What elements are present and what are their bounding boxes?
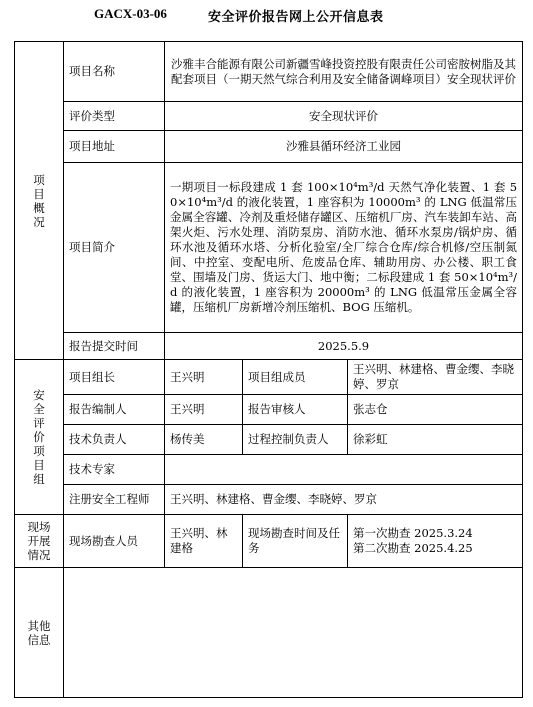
value-report-reviewer: 张志仓 [348, 395, 523, 425]
label-technical-lead: 技术负责人 [64, 425, 165, 455]
value-process-control-lead: 徐彩虹 [348, 425, 523, 455]
value-other-info [64, 568, 523, 698]
label-report-reviewer: 报告审核人 [243, 395, 348, 425]
row-report-author [15, 395, 523, 425]
value-site-surveyors: 王兴明、林建格 [165, 515, 243, 568]
label-team-members: 项目组成员 [243, 360, 348, 395]
section-project-overview [15, 42, 64, 360]
row-project-name [15, 42, 523, 102]
value-technical-lead: 杨传美 [165, 425, 243, 455]
section-site-survey [15, 515, 64, 568]
label-project-address: 项目地址 [64, 131, 165, 163]
info-table [14, 41, 523, 698]
value-technical-expert [165, 455, 523, 485]
row-technical-expert [15, 455, 523, 485]
survey-second: 第二次勘查 2025.4.25 [353, 541, 473, 555]
label-report-author: 报告编制人 [64, 395, 165, 425]
value-team-leader: 王兴明 [165, 360, 243, 395]
section-label: 现场开展情况 [27, 520, 51, 562]
row-site-survey [15, 515, 523, 568]
row-registered-engineer [15, 485, 523, 515]
label-project-intro: 项目简介 [64, 163, 165, 333]
section-label: 安全评价项目组 [33, 388, 45, 486]
label-submit-date: 报告提交时间 [64, 333, 165, 360]
row-technical-lead [15, 425, 523, 455]
label-team-leader: 项目组长 [64, 360, 165, 395]
section-label: 其他信息 [27, 618, 51, 647]
section-evaluation-team [15, 360, 64, 515]
label-process-control-lead: 过程控制负责人 [243, 425, 348, 455]
document-header [0, 6, 533, 26]
row-evaluation-type [15, 102, 523, 131]
value-survey-time [348, 515, 523, 568]
label-project-name: 项目名称 [64, 42, 165, 102]
document-code: GACX-03-06 [94, 6, 167, 21]
label-survey-time: 现场勘查时间及任务 [243, 515, 348, 568]
label-technical-expert: 技术专家 [64, 455, 165, 485]
row-project-intro [15, 163, 523, 333]
survey-first: 第一次勘查 2025.3.24 [353, 526, 473, 540]
value-report-author: 王兴明 [165, 395, 243, 425]
label-site-surveyors: 现场勘查人员 [64, 515, 165, 568]
label-evaluation-type: 评价类型 [64, 102, 165, 131]
section-label: 项目概况 [33, 172, 45, 229]
document-title: 安全评价报告网上公开信息表 [208, 10, 384, 25]
row-submit-date [15, 333, 523, 360]
row-team-leader [15, 360, 523, 395]
value-project-name: 沙雅丰合能源有限公司新疆雪峰投资控股有限责任公司密胺树脂及其配套项目（一期天然气综合利用及安全储备调峰项目）安全现状评价 [165, 42, 523, 102]
value-submit-date: 2025.5.9 [165, 333, 523, 360]
value-evaluation-type: 安全现状评价 [165, 102, 523, 131]
row-other-info [15, 568, 523, 698]
row-project-address [15, 131, 523, 163]
value-team-members: 王兴明、林建格、曹金缨、李晓婷、罗京 [348, 360, 523, 395]
value-registered-engineer: 王兴明、林建格、曹金缨、李晓婷、罗京 [165, 485, 523, 515]
section-other-info [15, 568, 64, 698]
value-project-address: 沙雅县循环经济工业园 [165, 131, 523, 163]
value-project-intro: 一期项目一标段建成 1 套 100×10⁴m³/d 天然气净化装置、1 套 50×10⁴m³/d 的液化装置，1 座容积为 10000m³ 的 LNG 低温常压金属全容罐、冷剂及重烃储存罐区、压缩机厂房、汽车装卸车站、高架火炬、污水处理、消防泵房、消防水池、循环水泵房/锅炉房、循环水池及循环水塔、分析化验室/全厂综合仓库/综合机修/空压制氮间、中控室、变配电所、危废品仓库、辅助用房、办公楼、职工食堂、围墙及门房、货运大门、地中衡；二标段建成 1 套 50×10⁴m³/d 的液化装置，1 座容积为 20000m³ 的 LNG 低温常压金属全容罐，压缩机厂房新增冷剂压缩机、BOG 压缩机。 [165, 163, 523, 333]
label-registered-engineer: 注册安全工程师 [64, 485, 165, 515]
